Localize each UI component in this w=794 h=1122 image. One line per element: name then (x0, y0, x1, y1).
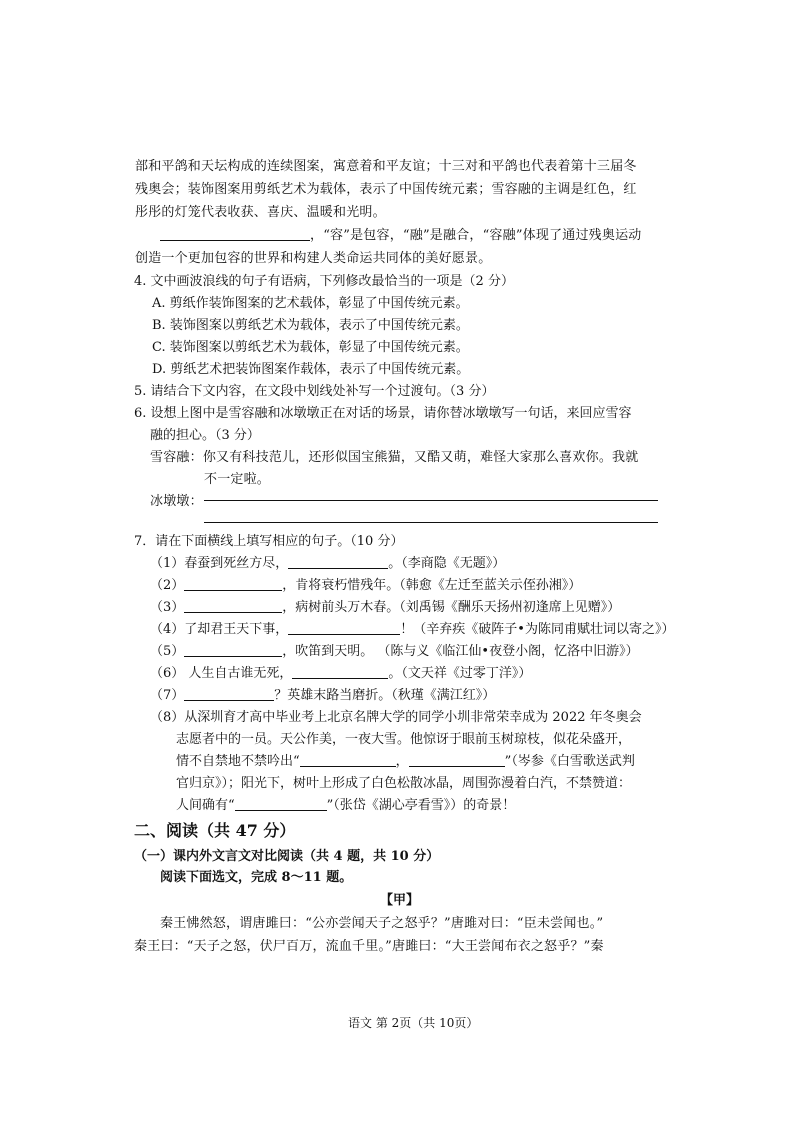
q7-item-1-post: 。（李商隐《无题》） (388, 556, 506, 571)
q7-item-5 (150, 640, 639, 659)
q7-item-8-l3-post: ”（岑参《白雪歌送武判 (504, 754, 635, 769)
passage-line-2: 秦王曰：“天子之怒，伏尸百万，流血千里。”唐雎曰：“大王尝闻布衣之怒乎？”秦 (134, 939, 604, 954)
q7-item-8-line-5 (176, 794, 515, 813)
q4-option-d: D. 剪纸艺术把装饰图案作载体，表示了中国传统元素。 (152, 362, 470, 377)
q7-item-3-pre: （3） (150, 600, 185, 615)
q7-item-8-line-4: 官归京》）；阳光下，树叶上形成了白色松散冰晶，周围弥漫着白汽，不禁赞道： (176, 776, 632, 791)
q7-item-8-l5-pre: 人间确有“ (176, 798, 235, 813)
page-footer: 语文 第 2页（共 10页） (348, 1016, 479, 1030)
q7-stem: 7．请在下面横线上填写相应的句子。（10 分） (134, 534, 404, 549)
q7-item-4 (150, 618, 674, 637)
q7-item-4-pre: （4）了却君王天下事， (150, 622, 289, 637)
passage-line-1: 秦王怫然怒，谓唐雎曰：“公亦尝闻天子之怒乎？”唐雎对曰：“臣未尝闻也。” (160, 916, 604, 931)
q7-item-1 (150, 552, 505, 571)
q7-item-1-pre: （1）春蚕到死丝方尽， (150, 556, 289, 571)
material-para2-tail: ，“容”是包容，“融”是融合，“容融”体现了通过残奥运动 (310, 228, 642, 243)
q7-blank-2[interactable] (184, 576, 282, 591)
section-2-title: 二、阅读（共 47 分） (134, 821, 296, 840)
q7-item-4-post: ！（辛弃疾《破阵子•为陈同甫赋壮词以寄之》） (400, 622, 675, 637)
q6-stem-line-1: 6. 设想上图中是雪容融和冰墩墩正在对话的场景，请你替冰墩墩写一句话，来回应雪容 (134, 406, 632, 421)
q7-blank-3[interactable] (184, 598, 282, 613)
transition-blank[interactable] (160, 226, 310, 241)
bdd-answer-line-2[interactable] (204, 522, 658, 523)
q7-blank-4[interactable] (288, 620, 400, 635)
material-line-3: 彤彤的灯笼代表收获、喜庆、温暖和光明。 (135, 205, 386, 220)
q7-item-6 (150, 662, 531, 681)
q7-item-6-pre: （6） 人生自古谁无死， (150, 666, 293, 681)
q4-option-b: B. 装饰图案以剪纸艺术为载体，表示了中国传统元素。 (152, 318, 469, 333)
bdd-answer-line-1[interactable] (204, 500, 658, 501)
q7-item-7-pre: （7） (150, 688, 185, 703)
q7-item-7-post: ？英雄末路当磨折。（秋瑾《满江红》） (274, 688, 496, 703)
q7-item-3 (150, 596, 620, 615)
xrr-label: 雪容融： (150, 450, 203, 465)
q7-item-3-post: ，病树前头万木春。（刘禹锡《酬乐天扬州初逢席上见赠》） (282, 600, 621, 615)
q4-option-c: C. 装饰图案以剪纸艺术为载体，彰显了中国传统元素。 (152, 340, 469, 355)
reading-instruction: 阅读下面选文，完成 8～11 题。 (160, 870, 353, 885)
q7-blank-1[interactable] (288, 554, 388, 569)
q7-item-2-post: ，肯将衰朽惜残年。（韩愈《左迁至蓝关示侄孙湘》） (282, 578, 582, 593)
q7-item-8-l5-post: ”（张岱《湖心亭看雪》）的奇景！ (326, 798, 516, 813)
q7-item-2-pre: （2） (150, 578, 185, 593)
material-para2-line-2: 创造一个更加包容的世界和构建人类命运共同体的美好愿景。 (135, 251, 492, 266)
q6-xrr-line-2: 不一定啦。 (204, 472, 271, 487)
q7-item-8-line-1: （8）从深圳育才高中毕业考上北京名牌大学的同学小圳非常荣幸成为 2022 年冬奥会 (150, 710, 642, 725)
xrr-text-1: 你又有科技范儿，还形似国宝熊猫，又酷又萌，难怪大家那么喜欢你。我就 (202, 450, 639, 465)
q7-blank-5[interactable] (184, 642, 282, 657)
q7-item-6-post: 。（文天祥《过零丁洋》） (388, 666, 532, 681)
q7-blank-8b[interactable] (409, 752, 505, 767)
q7-item-8-l3-pre: 情不自禁地不禁吟出“ (176, 754, 300, 769)
q6-xrr-line-1 (150, 446, 638, 465)
q7-item-8-line-3 (176, 750, 635, 769)
q7-item-5-pre: （5） (150, 644, 185, 659)
material-para2-line-1 (160, 224, 641, 243)
q7-item-5-post: ，吹笛到天明。 （陈与义《临江仙•夜登小阁，忆洛中旧游》） (282, 644, 639, 659)
bdd-label: 冰墩墩： (150, 494, 203, 509)
q7-item-8-line-2: 志愿者中的一员。天公作美，一夜大雪。他惊讶于眼前玉树琼枝，似花朵盛开， (176, 732, 632, 747)
q4-stem: 4. 文中画波浪线的句子有语病，下列修改最恰当的一项是（2 分） (134, 274, 514, 289)
material-line-1: 部和平鸽和天坛构成的连续图案，寓意着和平友谊；十三对和平鸽也代表着第十三届冬 (135, 159, 637, 174)
q7-blank-8a[interactable] (300, 752, 396, 767)
q7-item-8-l3-mid: ， (395, 754, 409, 769)
q7-blank-9[interactable] (235, 796, 327, 811)
q7-blank-7[interactable] (184, 686, 274, 701)
q7-item-7 (150, 684, 495, 703)
q6-stem-line-2: 融的担心。（3 分） (150, 428, 260, 443)
material-line-2: 残奥会；装饰图案用剪纸艺术为载体，表示了中国传统元素；雪容融的主调是红色，红 (135, 182, 637, 197)
q5-stem: 5. 请结合下文内容，在文段中划线处补写一个过渡句。（3 分） (134, 384, 495, 399)
passage-label-jia: 【甲】 (380, 893, 420, 908)
q4-option-a: A. 剪纸作装饰图案的艺术载体，彰显了中国传统元素。 (152, 296, 469, 311)
section-2-subtitle: （一）课内外文言文对比阅读（共 4 题，共 10 分） (134, 849, 440, 864)
q7-item-2 (150, 574, 581, 593)
q7-blank-6[interactable] (292, 664, 388, 679)
